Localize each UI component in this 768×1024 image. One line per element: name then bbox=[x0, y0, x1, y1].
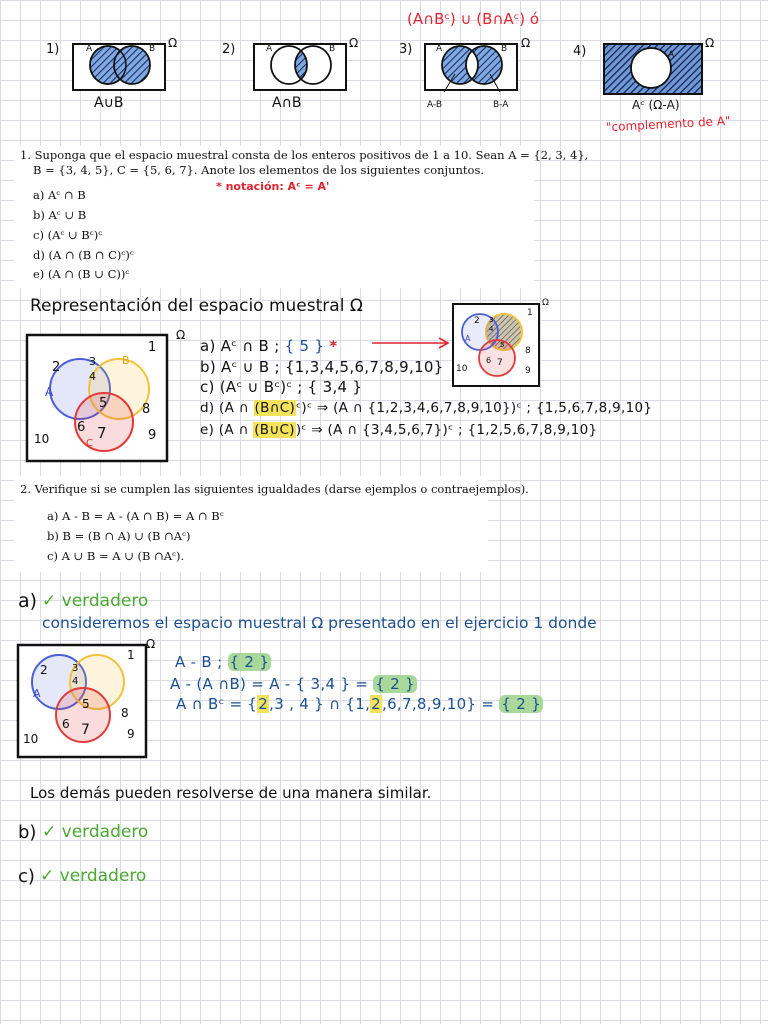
solution-venn-n10: 10 bbox=[23, 732, 39, 746]
solution-a-label: a) bbox=[18, 590, 38, 612]
small-venn-n9: 9 bbox=[525, 366, 531, 376]
representation-heading: Representación del espacio muestral Ω bbox=[30, 296, 363, 316]
solution-venn-n7: 7 bbox=[81, 722, 90, 738]
panel-2-omega: Ω bbox=[349, 36, 359, 50]
main-venn-n5: 5 bbox=[99, 396, 108, 411]
solution-venn-n3: 3 bbox=[72, 663, 79, 674]
answer-d bbox=[200, 400, 652, 416]
solution-line-3-e: ,6,7,8,9,10} = bbox=[382, 695, 495, 713]
panel-4-omega: Ω bbox=[705, 36, 715, 50]
main-venn-n10: 10 bbox=[34, 432, 50, 446]
panel-3-caption-left: A-B bbox=[427, 100, 443, 110]
answer-d-highlight: (B∩C) bbox=[254, 400, 296, 416]
panel-2-number: 2) bbox=[222, 42, 236, 57]
answer-a-rhs: { 5 } bbox=[284, 337, 325, 355]
solution-line-2-lhs: A - (A ∩B) = A - { 3,4 } = bbox=[170, 675, 369, 693]
small-venn-n7: 7 bbox=[497, 358, 503, 368]
solution-b-verdadero: ✓ verdadero bbox=[42, 822, 149, 842]
panel-3-caption-right: B-A bbox=[493, 100, 509, 110]
answer-a-lhs: a) Aᶜ ∩ B ; bbox=[200, 337, 280, 355]
panel-2-set-b: B bbox=[329, 44, 336, 54]
main-venn-n7: 7 bbox=[97, 424, 107, 442]
solution-line-3-hl-2: 2 bbox=[371, 695, 382, 713]
main-venn-n3: 3 bbox=[89, 355, 96, 368]
solution-b-label: b) bbox=[18, 822, 37, 843]
main-venn-n8: 8 bbox=[142, 402, 151, 417]
exercise-1-item-a: a) Aᶜ ∩ B bbox=[33, 188, 86, 202]
main-venn-n6: 6 bbox=[77, 420, 86, 435]
small-venn-omega: Ω bbox=[542, 298, 549, 308]
solution-line-1 bbox=[175, 653, 271, 671]
panel-1-set-b: B bbox=[149, 44, 156, 54]
main-venn-n1: 1 bbox=[148, 340, 157, 355]
solution-c-label: c) bbox=[18, 866, 35, 887]
solution-venn-n9: 9 bbox=[127, 727, 135, 741]
panel-2-set-a: A bbox=[266, 44, 273, 54]
panel-4-number: 4) bbox=[573, 44, 587, 59]
solution-line-3-hl-1: 2 bbox=[258, 695, 269, 713]
main-venn-omega: Ω bbox=[176, 328, 186, 342]
solution-venn-n8: 8 bbox=[121, 706, 129, 720]
solution-venn-label-a: A bbox=[33, 687, 41, 700]
exercise-2-block bbox=[14, 476, 529, 572]
red-arrow-to-small-venn bbox=[372, 336, 454, 350]
small-venn-label-a: A bbox=[465, 334, 471, 343]
solution-line-2-rhs: { 2 } bbox=[375, 675, 415, 693]
main-venn-label-b: B bbox=[122, 354, 130, 367]
small-venn-n4: 4 bbox=[489, 325, 494, 333]
exercise-1-statement-2: B = {3, 4, 5}, C = {5, 6, 7}. Anote los elementos de los siguientes conjuntos. bbox=[33, 163, 485, 177]
small-venn-n3: 3 bbox=[489, 316, 494, 324]
main-venn-n2: 2 bbox=[52, 360, 61, 375]
panel-3-omega: Ω bbox=[521, 36, 531, 50]
small-venn-n2: 2 bbox=[474, 316, 480, 326]
answer-b: b) Aᶜ ∪ B ; {1,3,4,5,6,7,8,9,10} bbox=[200, 358, 444, 376]
solution-venn-omega: Ω bbox=[146, 637, 156, 651]
top-venn-diagrams bbox=[0, 30, 768, 150]
panel-1-omega: Ω bbox=[168, 36, 178, 50]
solution-consider-text: consideremos el espacio muestral Ω presentado en el ejercicio 1 donde bbox=[42, 614, 597, 632]
panel-4-note: "complemento de A" bbox=[605, 113, 731, 135]
small-venn-n8: 8 bbox=[525, 346, 531, 356]
exercise-2-item-b: b) B = (B ∩ A) ∪ (B ∩Aᶜ) bbox=[47, 529, 191, 543]
answer-d-part-1: d) (A ∩ bbox=[200, 400, 254, 416]
solution-venn-n2: 2 bbox=[40, 663, 48, 677]
solution-line-3-rhs: { 2 } bbox=[501, 695, 541, 713]
panel-2-caption: A∩B bbox=[272, 95, 302, 111]
small-venn-n1: 1 bbox=[527, 308, 533, 318]
answer-a-star: * bbox=[329, 337, 338, 355]
exercise-1-item-e: e) (A ∩ (B ∪ C))ᶜ bbox=[33, 267, 130, 281]
red-note-symmetric-difference: (A∩Bᶜ) ∪ (B∩Aᶜ) ó bbox=[407, 10, 540, 28]
answer-d-part-2: ᶜ)ᶜ ⇒ (A ∩ {1,2,3,4,6,7,8,9,10})ᶜ ; {1,5,6,7,8,9,10} bbox=[296, 400, 653, 416]
solution-line-2 bbox=[170, 675, 417, 693]
solution-line-3-c: ,3 , 4 } ∩ {1, bbox=[269, 695, 371, 713]
solution-line-1-lhs: A - B ; bbox=[175, 653, 223, 671]
main-venn-n4: 4 bbox=[89, 370, 96, 383]
solution-venn-n4: 4 bbox=[72, 676, 79, 687]
exercise-1-statement-1: 1. Suponga que el espacio muestral consta de los enteros positivos de 1 a 10. Sean A = {2, 3, 4}, bbox=[20, 148, 589, 162]
exercise-1-item-d: d) (A ∩ (B ∩ C)ᶜ)ᶜ bbox=[33, 248, 134, 262]
exercise-1-item-b: b) Aᶜ ∪ B bbox=[33, 208, 87, 222]
main-venn-label-c: C bbox=[86, 438, 93, 449]
answer-e-part-1: e) (A ∩ bbox=[200, 422, 254, 438]
solution-line-1-rhs: { 2 } bbox=[229, 653, 270, 671]
panel-4-caption: Aᶜ (Ω-A) bbox=[632, 98, 680, 112]
small-venn-n10: 10 bbox=[456, 364, 468, 374]
solution-a-verdadero: ✓ verdadero bbox=[42, 591, 149, 611]
solution-c-verdadero: ✓ verdadero bbox=[40, 866, 147, 886]
answer-a bbox=[200, 337, 338, 355]
exercise-2-statement: 2. Verifique si se cumplen las siguientes igualdades (darse ejemplos o contraejemplos). bbox=[20, 482, 529, 496]
notation-note: * notación: Aᶜ = A' bbox=[216, 180, 330, 193]
solution-venn-n1: 1 bbox=[127, 648, 135, 662]
exercise-1-block bbox=[14, 146, 589, 288]
exercise-2-item-c: c) A ∪ B = A ∪ (B ∩Aᶜ). bbox=[47, 549, 185, 563]
main-venn-label-a: A bbox=[45, 385, 54, 399]
solution-venn-n6: 6 bbox=[62, 717, 70, 731]
answer-c: c) (Aᶜ ∪ Bᶜ)ᶜ ; { 3,4 } bbox=[200, 378, 363, 396]
panel-3-set-a: A bbox=[436, 44, 443, 54]
answer-e bbox=[200, 422, 597, 438]
panel-1-number: 1) bbox=[46, 42, 60, 57]
solution-line-3-a: A ∩ Bᶜ = { bbox=[176, 695, 258, 713]
solution-line-3 bbox=[176, 695, 543, 713]
panel-3-set-b: B bbox=[501, 44, 508, 54]
answer-e-highlight: (B∪C) bbox=[254, 422, 295, 438]
exercise-1-item-c: c) (Aᶜ ∪ Bᶜ)ᶜ bbox=[33, 228, 103, 242]
panel-1-set-a: A bbox=[86, 44, 93, 54]
exercise-2-item-a: a) A - B = A - (A ∩ B) = A ∩ Bᶜ bbox=[47, 509, 224, 523]
panel-4-set-a: A bbox=[668, 50, 675, 60]
panel-1-caption: A∪B bbox=[94, 95, 124, 111]
small-venn-n5: 5 bbox=[500, 341, 505, 349]
panel-3-number: 3) bbox=[399, 42, 413, 57]
solution-others-text: Los demás pueden resolverse de una manera similar. bbox=[30, 784, 432, 802]
solution-venn-n5: 5 bbox=[82, 697, 90, 711]
main-venn-n9: 9 bbox=[148, 428, 157, 443]
small-venn-n6: 6 bbox=[486, 356, 492, 365]
answer-e-part-2: )ᶜ ⇒ (A ∩ {3,4,5,6,7})ᶜ ; {1,2,5,6,7,8,9,10} bbox=[295, 422, 598, 438]
